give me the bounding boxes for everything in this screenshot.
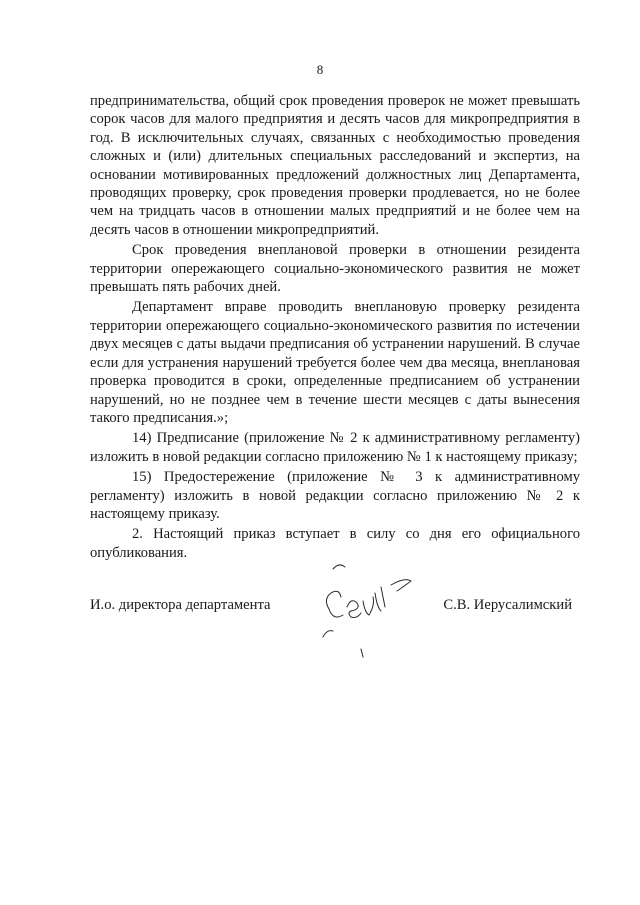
paragraph-item-15: 15) Предостережение (приложение № 3 к административному регламенту) изложить в новой редакции согласно приложению № 2 к настоящему приказу.	[90, 469, 580, 522]
page-number: 8	[316, 62, 324, 77]
signatory-name: С.В. Иерусалимский	[443, 597, 572, 613]
paragraph-department-right: Департамент вправе проводить внеплановую проверку резидента территории опережающего социально-экономического развития по истечении двух месяцев с даты выдачи предписания об устранении нарушений. В случае если для устранения нарушений требуется более чем два месяца, внеплановая проверка проводится в сроки, определенные предписанием об устранении нарушений, но не позднее чем в течение шести месяцев с даты вынесения такого предписания.»;	[90, 299, 580, 426]
signatory-position: И.о. директора департамента	[90, 597, 271, 613]
signature-block	[90, 597, 580, 657]
paragraph-continuation: предпринимательства, общий срок проведения проверок не может превышать сорок часов для малого предприятия и десять часов для микропредприятия в год. В исключительных случаях, связанных с необходимостью проведения сложных и (или) длительных специальных расследований и экспертиз, на основании мотивированных предложений должностных лиц Департамента, проводящих проверку, срок проведения проверки продлевается, но не более чем на тридцать часов в отношении малых предприятий и не более чем на десять часов в отношении микропредприятий.	[90, 93, 580, 238]
handwritten-signature	[315, 557, 425, 662]
paragraph-unscheduled-inspection-term: Срок проведения внеплановой проверки в отношении резидента территории опережающего социально-экономического развития не может превышать пять рабочих дней.	[90, 242, 580, 296]
paragraph-effective-date: 2. Настоящий приказ вступает в силу со дня его официального опубликования.	[90, 526, 580, 561]
paragraph-item-14: 14) Предписание (приложение № 2 к административному регламенту) изложить в новой редакции согласно приложению № 1 к настоящему приказу;	[90, 430, 580, 465]
document-body	[90, 92, 580, 562]
